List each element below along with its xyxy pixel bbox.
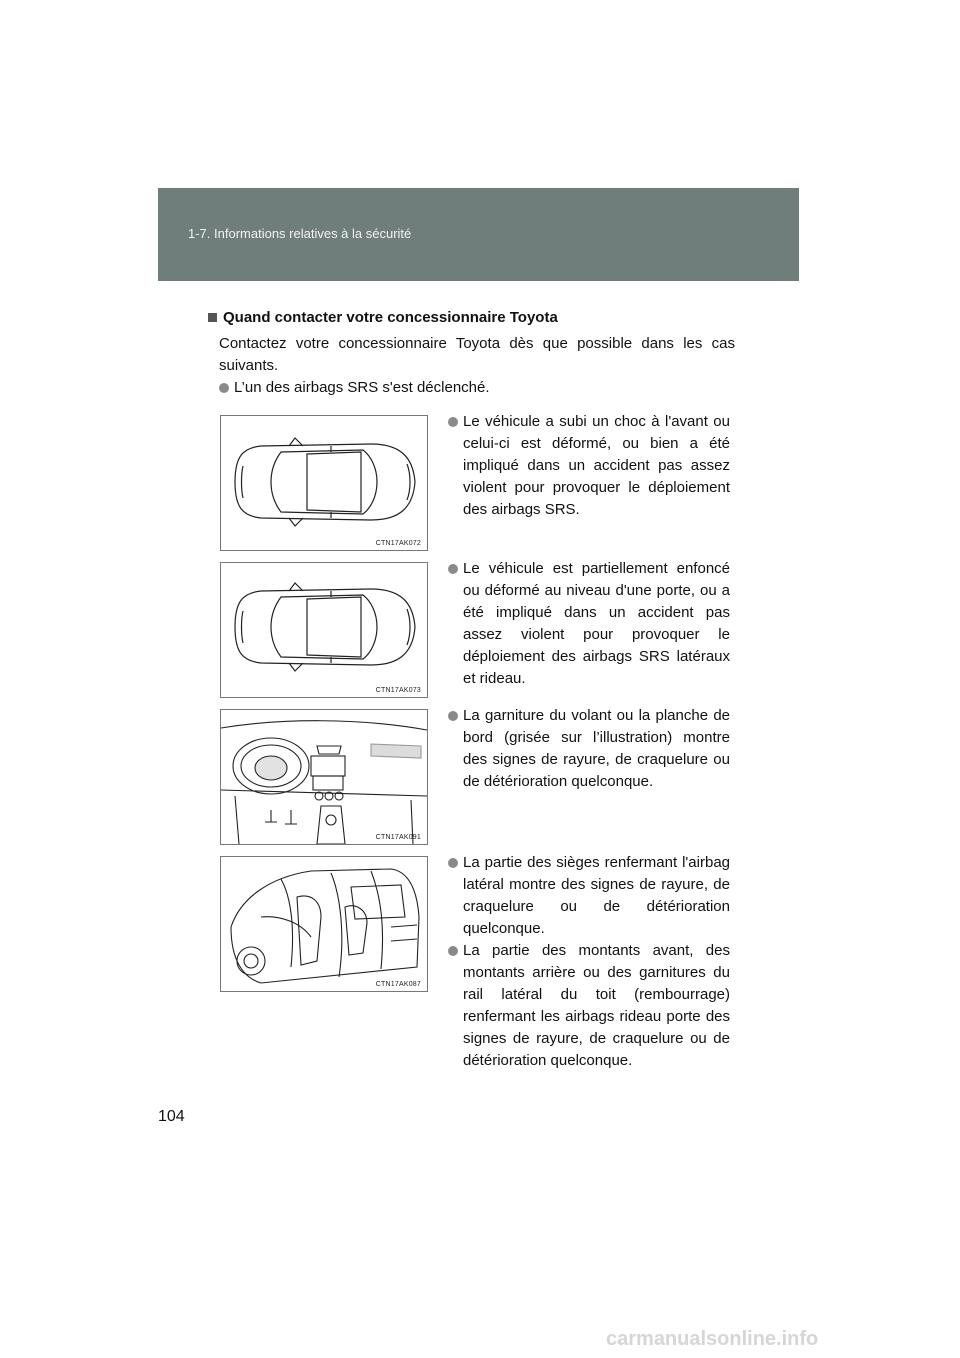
heading-text: Quand contacter votre concessionnaire Toyota — [223, 309, 558, 326]
bullet-text: La partie des sièges renfermant l'airbag latéral montre des signes de rayure, de craquelure ou de détérioration quelconque. — [463, 854, 730, 937]
section-header — [158, 188, 799, 281]
bullet-item — [448, 852, 730, 940]
heading — [208, 309, 558, 326]
bullet-text: La partie des montants avant, des montants arrière ou des garnitures du rail latéral du toit (rembourrage) renfermant les airbags rideau porte des signes de rayure, de craquelure ou de détérioration quelconque. — [463, 942, 730, 1069]
bullet-dot-icon — [448, 946, 458, 956]
watermark: carmanualsonline.info — [606, 1328, 819, 1350]
bullet-item — [448, 705, 730, 793]
figure-code: CTN17AK091 — [375, 834, 421, 841]
bullet-dot-icon — [448, 564, 458, 574]
figure-car-front-impact — [220, 415, 428, 551]
figure-dashboard — [220, 709, 428, 845]
bullet-dot-icon — [448, 858, 458, 868]
dashboard-icon — [221, 710, 427, 844]
intro-paragraph: Contactez votre concessionnaire Toyota dès que possible dans les cas suivants. — [219, 335, 735, 374]
figure-car-side-impact — [220, 562, 428, 698]
car-top-view-icon — [221, 563, 427, 697]
bullet-item — [448, 940, 730, 1072]
figure-code: CTN17AK087 — [375, 981, 421, 988]
section-title: 1-7. Informations relatives à la sécurité — [188, 226, 412, 241]
bullet-text: L’un des airbags SRS s'est déclenché. — [234, 379, 490, 396]
figure-interior — [220, 856, 428, 992]
car-interior-icon — [221, 857, 427, 991]
bullet-dot-icon — [219, 383, 229, 393]
figure-code: CTN17AK073 — [375, 687, 421, 694]
bullet-item — [219, 377, 739, 399]
bullet-text: Le véhicule a subi un choc à l'avant ou celui-ci est déformé, ou bien a été impliqué dans un accident pas assez violent pour provoquer le déploiement des airbags SRS. — [463, 413, 730, 518]
bullet-text: La garniture du volant ou la planche de bord (grisée sur l’illustration) montre des signes de rayure, de craquelure ou de détérioration quelconque. — [463, 707, 730, 790]
figure-code: CTN17AK072 — [375, 540, 421, 547]
square-bullet-icon — [208, 313, 217, 322]
bullet-dot-icon — [448, 417, 458, 427]
bullet-dot-icon — [448, 711, 458, 721]
bullet-item — [448, 411, 730, 521]
bullet-item — [448, 558, 730, 690]
bullet-text: Le véhicule est partiellement enfoncé ou déformé au niveau d'une porte, ou a été impliqué dans un accident pas assez violent pour provoquer le déploiement des airbags SRS latéraux et rideau. — [463, 560, 730, 687]
car-top-view-icon — [221, 416, 427, 550]
page-number: 104 — [158, 1108, 185, 1125]
